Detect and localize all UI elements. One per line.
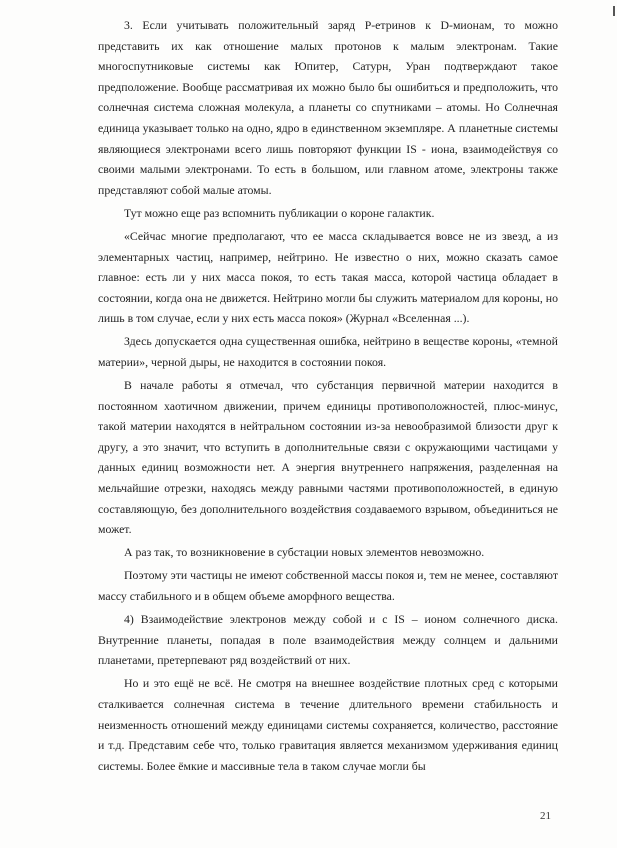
page-number: 21 (540, 810, 551, 822)
paragraph-2: Тут можно еще раз вспомнить публикации о короне галактик. (124, 205, 435, 220)
paragraph-6: А раз так, то возникновение в субстации новых элементов невозможно. (124, 545, 485, 560)
paragraph-3: «Сейчас многие предполагают, что ее масса складывается вовсе не из звезд, а из элементарных частиц, например, нейтрино. Не известно о них, можно сказать самое главное: есть ли у них масса покоя, то есть такая масса, которой частица обладает в состоянии, когда она не движется. Нейтрино могли бы служить материалом для короны, но лишь в том случае, если у них есть масса покоя» (Журнал «Вселенная ...). (98, 228, 558, 326)
scan-mark (613, 6, 615, 16)
paragraph-4: Здесь допускается одна существенная ошибка, нейтрино в веществе короны, «темной материи», черной дыры, не находится в состоянии покоя. (98, 334, 558, 369)
paragraph-1: 3. Если учитывать положительный заряд Р-етринов к D-мионам, то можно представить их как отношение малых протонов к малым электронам. Такие многоспутниковые системы как Юпитер, Сатурн, Уран подтверждают такое предположение. Вообще рассматривая их можно было бы ошибиться и предположить, что солнечная система сложная молекула, а планеты со спутниками – атомы. Но Солнечная единица указывает только на одно, ядро в единственном экземпляре. А планетные системы являющиеся электронами всего лишь повторяют функции IS - иона, взаимодействуя со своими малыми электронами. То есть в большом, или главном атоме, электроны также представляют собой малые атомы. (98, 18, 558, 197)
body-text (98, 15, 558, 779)
paragraph-5: В начале работы я отмечал, что субстанция первичной материи находится в постоянном хаотичном движении, причем единицы противоположностей, плюс-минус, такой материи находятся в нейтральном состоянии из-за невообразимой близости друг к другу, а это значит, что вступить в дополнительные связи с окружающими частицами у данных единиц возможности нет. А энергия внутреннего напряжения, разделенная на мельчайшие отрезки, находясь между равными частями противоположностей, в единую составляющую, без дополнительного воздействия создаваемого взрывом, объединиться не может. (98, 378, 558, 537)
paragraph-9: Но и это ещё не всё. Не смотря на внешнее воздействие плотных сред с которыми сталкивается солнечная система в течение длительного времени стабильность и неизменность отношений между единицами системы сохраняется, количество, расстояние и т.д. Представим себе что, только гравитация является механизмом удерживания единиц системы. Более ёмкие и массивные тела в таком случае могли бы (98, 676, 558, 773)
paragraph-7: Поэтому эти частицы не имеют собственной массы покоя и, тем не менее, составляют массу стабильного и в общем объеме аморфного вещества. (98, 568, 558, 604)
paragraph-8: 4) Взаимодействие электронов между собой и с IS – ионом солнечного диска. Внутренние планеты, попадая в поле взаимодействия между солнцем и дальними планетами, претерпевают ряд воздействий от них. (98, 612, 558, 668)
